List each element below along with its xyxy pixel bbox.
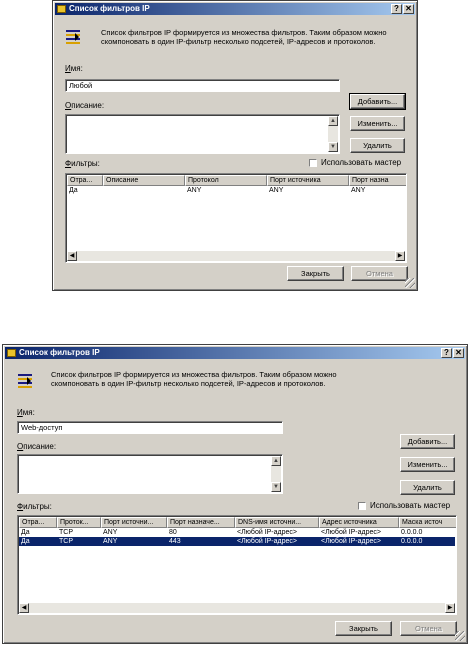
column-header[interactable]: Порт назна	[349, 175, 407, 186]
table-cell: <Любой IP-адрес>	[321, 538, 381, 545]
description-text: Список фильтров IP формируется из множества фильтров. Таким образом можно скомпоновать в один IP-фильтр несколько подсетей, IP-адресов и протоколов.	[51, 370, 337, 388]
window-icon	[7, 349, 16, 357]
close-button[interactable]: ✕	[453, 348, 464, 358]
column-header[interactable]: Отра...	[67, 175, 103, 186]
resize-grip-icon[interactable]	[455, 631, 465, 641]
description-scrollbar[interactable]	[328, 116, 338, 152]
horizontal-scrollbar[interactable]	[19, 603, 455, 613]
name-input[interactable]: Любой	[65, 79, 340, 92]
description-label: Описание:	[65, 101, 105, 110]
scroll-left-arrow[interactable]: ◀	[67, 251, 77, 261]
filters-label: Фильтры:	[65, 159, 100, 168]
table-cell: ANY	[269, 187, 284, 194]
wizard-checkbox[interactable]	[358, 502, 366, 510]
window-title: Список фильтров IP	[69, 4, 150, 13]
window-icon	[57, 5, 66, 13]
title-bar[interactable]	[5, 347, 465, 359]
resize-grip-icon[interactable]	[405, 278, 415, 288]
scroll-up-arrow[interactable]: ▲	[328, 116, 338, 126]
column-header[interactable]: Порт источника	[267, 175, 349, 186]
window-title: Список фильтров IP	[19, 348, 100, 357]
table-cell: 443	[169, 538, 181, 545]
description-text: Список фильтров IP формируется из множества фильтров. Таким образом можно скомпоновать в один IP-фильтр несколько подсетей, IP-адресов и протоколов.	[101, 28, 387, 46]
remove-button[interactable]: Удалить	[350, 138, 405, 153]
cancel-button[interactable]: Отмена	[351, 266, 408, 281]
table-cell: ANY	[103, 529, 118, 536]
wizard-checkbox[interactable]	[309, 159, 317, 167]
horizontal-scrollbar[interactable]	[67, 251, 405, 261]
table-cell: Да	[69, 187, 78, 194]
remove-button[interactable]: Удалить	[400, 480, 455, 495]
filter-list-icon	[17, 372, 33, 392]
table-cell: 80	[169, 529, 177, 536]
edit-button[interactable]: Изменить...	[350, 116, 405, 131]
column-header[interactable]: Адрес источника	[319, 517, 399, 528]
title-bar[interactable]	[55, 3, 415, 15]
table-row[interactable]	[67, 186, 405, 195]
scroll-down-arrow[interactable]: ▼	[328, 142, 338, 152]
cancel-button[interactable]: Отмена	[400, 621, 457, 636]
close-button[interactable]: ✕	[403, 4, 414, 14]
table-row[interactable]	[19, 528, 455, 537]
filters-list[interactable]	[65, 173, 407, 263]
help-button[interactable]: ?	[441, 348, 452, 358]
filter-list-icon	[65, 28, 81, 48]
table-cell: Да	[21, 529, 30, 536]
add-button[interactable]: Добавить...	[350, 94, 405, 109]
name-label: Имя:	[17, 408, 35, 417]
close-dialog-button[interactable]: Закрыть	[287, 266, 344, 281]
column-header[interactable]: Порт источни...	[101, 517, 167, 528]
name-input[interactable]: Web-доступ	[17, 421, 283, 434]
table-cell: TCP	[59, 529, 73, 536]
table-cell: ANY	[351, 187, 366, 194]
table-cell: ANY	[103, 538, 118, 545]
description-input[interactable]	[65, 114, 340, 154]
table-cell: <Любой IP-адрес>	[237, 538, 297, 545]
scroll-up-arrow[interactable]: ▲	[271, 456, 281, 466]
column-header[interactable]: Порт назначе...	[167, 517, 235, 528]
table-row-selected[interactable]	[19, 537, 455, 546]
column-header[interactable]: Проток...	[57, 517, 101, 528]
description-input[interactable]	[17, 454, 283, 494]
column-header[interactable]: Отра...	[19, 517, 57, 528]
table-cell: TCP	[59, 538, 73, 545]
ip-filter-list-dialog-2	[2, 344, 468, 644]
filters-label: Фильтры:	[17, 502, 52, 511]
description-label: Описание:	[17, 442, 57, 451]
description-scrollbar[interactable]	[271, 456, 281, 492]
table-cell: 0.0.0.0	[401, 529, 423, 536]
scroll-right-arrow[interactable]: ▶	[395, 251, 405, 261]
wizard-label[interactable]: Использовать мастер	[370, 501, 451, 510]
scroll-left-arrow[interactable]: ◀	[19, 603, 29, 613]
add-button[interactable]: Добавить...	[400, 434, 455, 449]
scroll-down-arrow[interactable]: ▼	[271, 482, 281, 492]
table-cell: Да	[21, 538, 30, 545]
wizard-label[interactable]: Использовать мастер	[321, 158, 402, 167]
column-header[interactable]: Протокол	[185, 175, 267, 186]
table-cell: <Любой IP-адрес>	[321, 529, 381, 536]
filters-list[interactable]	[17, 515, 457, 615]
table-cell: 0.0.0.0	[401, 538, 423, 545]
table-cell: ANY	[187, 187, 202, 194]
edit-button[interactable]: Изменить...	[400, 457, 455, 472]
name-label: Имя:	[65, 64, 83, 73]
ip-filter-list-dialog-1	[52, 0, 418, 291]
table-cell: <Любой IP-адрес>	[237, 529, 297, 536]
column-header[interactable]: Описание	[103, 175, 185, 186]
column-header[interactable]: Маска источ	[399, 517, 457, 528]
column-header[interactable]: DNS-имя источни...	[235, 517, 319, 528]
scroll-right-arrow[interactable]: ▶	[445, 603, 455, 613]
close-dialog-button[interactable]: Закрыть	[335, 621, 392, 636]
help-button[interactable]: ?	[391, 4, 402, 14]
